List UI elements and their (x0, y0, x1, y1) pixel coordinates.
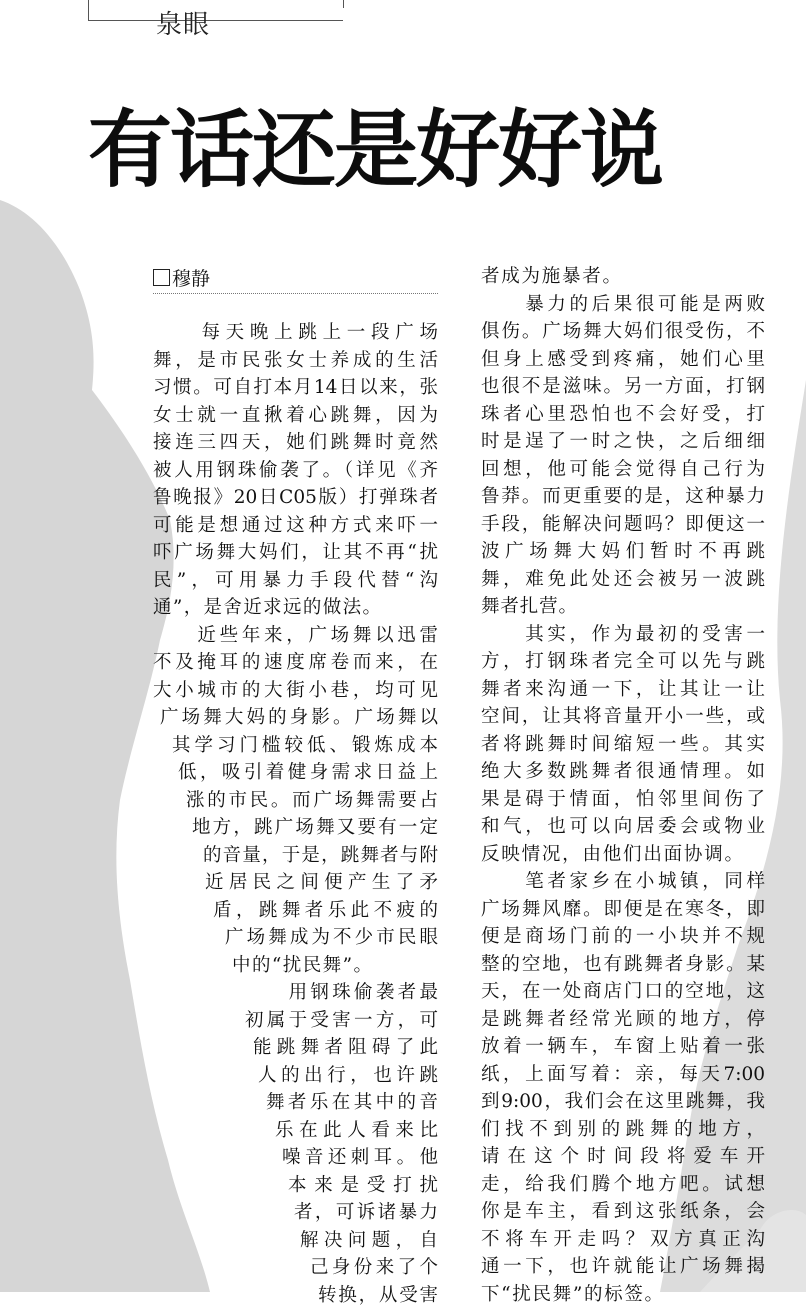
text-line: 鲁晚报》20日C05版）打弹珠者 (153, 484, 438, 512)
text-line: 但身上感受到疼痛，她们心里 (481, 346, 765, 374)
text-line: 下“扰民舞”的标签。 (481, 1281, 663, 1309)
text-line: 不及掩耳的速度席卷而来，在 (153, 649, 438, 677)
text-line: 手段，能解决问题吗？即便这一 (481, 511, 765, 539)
text-line: 们找不到别的跳舞的地方， (481, 1116, 765, 1144)
text-line: 女士就一直揪着心跳舞，因为 (153, 402, 438, 430)
text-line: 到9:00，我们会在这里跳舞，我 (481, 1088, 765, 1116)
text-line: 者，可诉诸暴力 (294, 1199, 438, 1227)
section-tab (88, 0, 343, 21)
text-line: 舞者扎营。 (481, 593, 577, 621)
text-line: 通一下，也许就能让广场舞揭 (481, 1253, 765, 1281)
text-line: 也很不是滋味。另一方面，打钢 (481, 373, 765, 401)
text-line: 果是碍于情面，怕邻里间伤了 (481, 786, 765, 814)
text-line: 不将车开走吗？双方真正沟 (481, 1226, 765, 1254)
text-line: 民”，可用暴力手段代替“沟 (153, 567, 438, 595)
text-line: 舞者乐在其中的音 (266, 1089, 438, 1117)
text-line: 舞，是市民张女士养成的生活 (153, 347, 438, 375)
text-line: 习惯。可自打本月14日以来，张 (153, 374, 438, 402)
text-line: 者成为施暴者。 (481, 263, 621, 291)
text-line: 用钢珠偷袭者最 (245, 979, 438, 1007)
text-line: 乐在此人看来比 (275, 1117, 438, 1145)
text-line: 天，在一处商店门口的空地，这 (481, 978, 765, 1006)
text-line: 其实，作为最初的受害一 (481, 621, 765, 649)
text-line: 己身份来了个 (310, 1254, 438, 1282)
text-line: 便是商场门前的一小块并不规 (481, 923, 765, 951)
text-line: 是跳舞者经常光顾的地方，停 (481, 1006, 765, 1034)
text-line: 中的“扰民舞”。 (232, 952, 372, 980)
headline: 有话还是好好说 (88, 100, 788, 200)
text-line: 大小城市的大街小巷，均可见 (153, 677, 438, 705)
text-line: 鲁莽。而更重要的是，这种暴力 (481, 483, 765, 511)
section-label: 泉眼 (156, 4, 210, 41)
byline (153, 264, 210, 291)
text-line: 地方，跳广场舞又要有一定 (192, 814, 438, 842)
text-line: 吓广场舞大妈们，让其不再“扰 (153, 539, 438, 567)
text-line: 你是车主，看到这张纸条，会 (481, 1198, 765, 1226)
text-line: 纸，上面写着：亲，每天7:00 (481, 1061, 765, 1089)
text-line: 接连三四天，她们跳舞时竟然 (153, 429, 438, 457)
text-line: 笔者家乡在小城镇，同样 (481, 868, 765, 896)
text-line: 本来是受打扰 (288, 1172, 438, 1200)
text-line: 波广场舞大妈们暂时不再跳 (481, 538, 765, 566)
text-line: 通”，是舍近求远的做法。 (153, 594, 381, 622)
text-line: 被人用钢珠偷袭了。（详见《齐 (153, 457, 438, 485)
text-line: 暴力的后果很可能是两败 (481, 291, 765, 319)
text-line: 噪音还刺耳。他 (282, 1144, 438, 1172)
text-line: 回想，他可能会觉得自己行为 (481, 456, 765, 484)
text-line: 低，吸引着健身需求日益上 (178, 759, 438, 787)
text-line: 时是逞了一时之快，之后细细 (481, 428, 765, 456)
text-line: 近些年来，广场舞以迅雷 (153, 622, 438, 650)
byline-box-icon (153, 269, 170, 286)
text-line: 舞者来沟通一下，让其让一让 (481, 676, 765, 704)
byline-divider (153, 293, 438, 294)
text-line: 空间，让其将音量开小一些，或 (481, 703, 765, 731)
text-line: 盾，跳舞者乐此不疲的 (213, 897, 438, 925)
text-line: 珠者心里恐怕也不会好受，打 (481, 401, 765, 429)
text-line: 放着一辆车，车窗上贴着一张 (481, 1033, 765, 1061)
text-line: 绝大多数跳舞者很通情理。如 (481, 758, 765, 786)
text-line: 广场舞成为不少市民眼 (225, 924, 438, 952)
article-column-right (481, 263, 765, 1308)
text-line: 广场舞大妈的身影。广场舞以 (160, 704, 438, 732)
author-name: 穆静 (172, 268, 210, 290)
text-line: 能跳舞者阻碍了此 (253, 1034, 438, 1062)
text-line: 人的出行，也许跳 (258, 1062, 438, 1090)
text-line: 近居民之间便产生了矛 (205, 869, 438, 897)
text-line: 舞，难免此处还会被另一波跳 (481, 566, 765, 594)
article-column-left (153, 319, 438, 1309)
text-line: 可能是想通过这种方式来吓一 (153, 512, 438, 540)
text-line: 者将跳舞时间缩短一些。其实 (481, 731, 765, 759)
text-line: 请在这个时间段将爱车开 (481, 1143, 765, 1171)
text-line: 反映情况，由他们出面协调。 (481, 841, 743, 869)
text-line: 俱伤。广场舞大妈们很受伤，不 (481, 318, 765, 346)
text-line: 其学习门槛较低、锻炼成本 (172, 732, 438, 760)
text-line: 初属于受害一方，可 (245, 1007, 438, 1035)
text-line: 广场舞风靡。即便是在寒冬，即 (481, 896, 765, 924)
text-line: 整的空地，也有跳舞者身影。某 (481, 951, 765, 979)
text-line: 涨的市民。而广场舞需要占 (186, 787, 438, 815)
text-line: 走，给我们腾个地方吧。试想 (481, 1171, 765, 1199)
text-line: 解决问题，自 (300, 1227, 438, 1255)
text-line: 和气，也可以向居委会或物业 (481, 813, 765, 841)
text-line: 转换，从受害 (318, 1282, 438, 1309)
text-line: 的音量，于是，跳舞者与附 (203, 842, 438, 870)
text-line: 每天晚上跳上一段广场 (153, 319, 438, 347)
text-line: 方，打钢珠者完全可以先与跳 (481, 648, 765, 676)
